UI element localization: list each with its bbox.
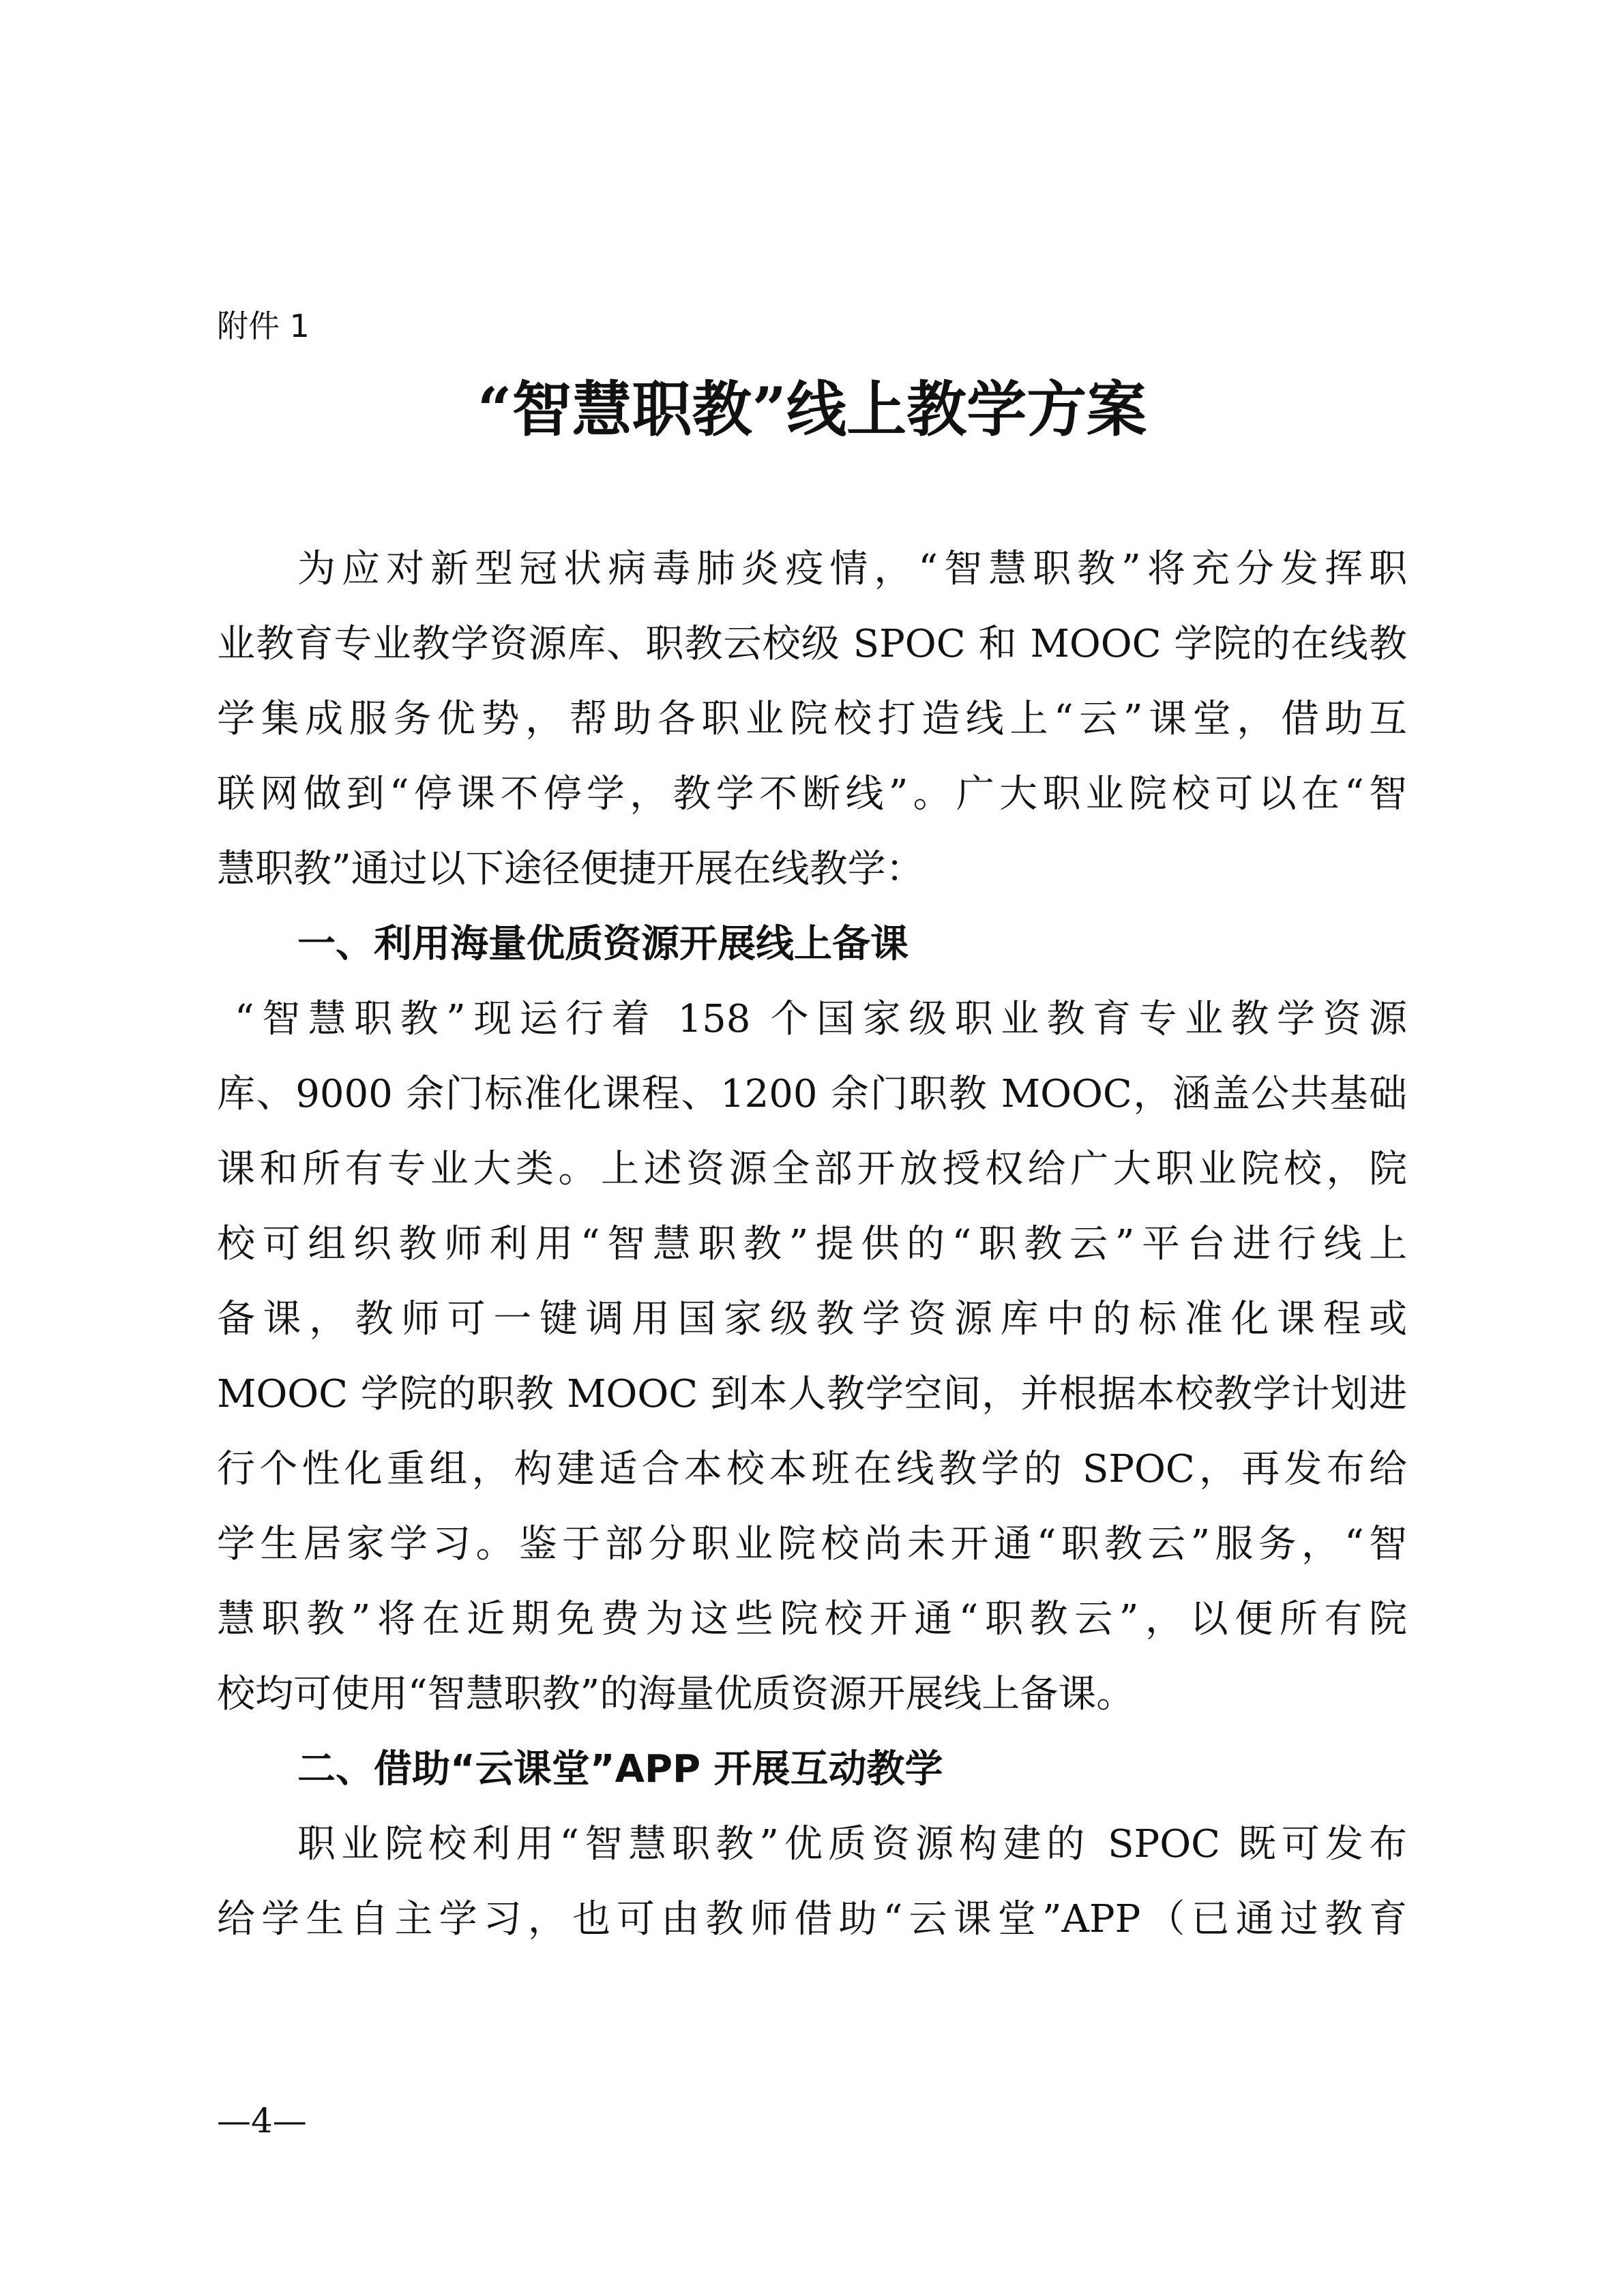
section-heading-2: 二、借助“云课堂”APP 开展互动教学 bbox=[297, 1747, 943, 1791]
section1-line: 行个性化重组，构建适合本校本班在线教学的 SPOC，再发布给 bbox=[217, 1447, 1407, 1491]
section1-line: MOOC 学院的职教 MOOC 到本人教学空间，并根据本校教学计划进 bbox=[217, 1372, 1407, 1416]
section1-line: 慧职教”将在近期免费为这些院校开通“职教云”，以便所有院 bbox=[217, 1597, 1407, 1641]
section1-line: 学生居家学习。鉴于部分职业院校尚未开通“职教云”服务，“智 bbox=[217, 1522, 1407, 1566]
section-heading-1: 一、利用海量优质资源开展线上备课 bbox=[297, 922, 909, 966]
document-body bbox=[217, 532, 1407, 1957]
section1-line: 课和所有专业大类。上述资源全部开放授权给广大职业院校，院 bbox=[217, 1147, 1407, 1191]
intro-line: 业教育专业教学资源库、职教云校级 SPOC 和 MOOC 学院的在线教 bbox=[217, 622, 1407, 666]
section2-line: 职业院校利用“智慧职教”优质资源构建的 SPOC 既可发布 bbox=[297, 1822, 1407, 1866]
attachment-label: 附件 1 bbox=[217, 308, 310, 344]
section1-line: 校均可使用“智慧职教”的海量优质资源开展线上备课。 bbox=[217, 1672, 1135, 1716]
section1-line: 备课，教师可一键调用国家级教学资源库中的标准化课程或 bbox=[217, 1297, 1407, 1341]
section2-line: 给学生自主学习，也可由教师借助“云课堂”APP（已通过教育 bbox=[217, 1897, 1407, 1941]
intro-line: 学集成服务优势，帮助各职业院校打造线上“云”课堂，借助互 bbox=[217, 697, 1407, 741]
intro-line: 联网做到“停课不停学，教学不断线”。广大职业院校可以在“智 bbox=[217, 772, 1407, 816]
intro-line: 为应对新型冠状病毒肺炎疫情，“智慧职教”将充分发挥职 bbox=[297, 547, 1407, 591]
intro-line: 慧职教”通过以下途径便捷开展在线教学： bbox=[217, 847, 924, 891]
section1-line: “智慧职教”现运行着 158 个国家级职业教育专业教学资源 bbox=[235, 997, 1407, 1041]
document-title: “智慧职教”线上教学方案 bbox=[477, 374, 1147, 445]
section1-line: 校可组织教师利用“智慧职教”提供的“职教云”平台进行线上 bbox=[217, 1222, 1407, 1266]
section1-line: 库、9000 余门标准化课程、1200 余门职教 MOOC，涵盖公共基础 bbox=[217, 1072, 1407, 1116]
page-number: —4— bbox=[217, 2101, 307, 2141]
